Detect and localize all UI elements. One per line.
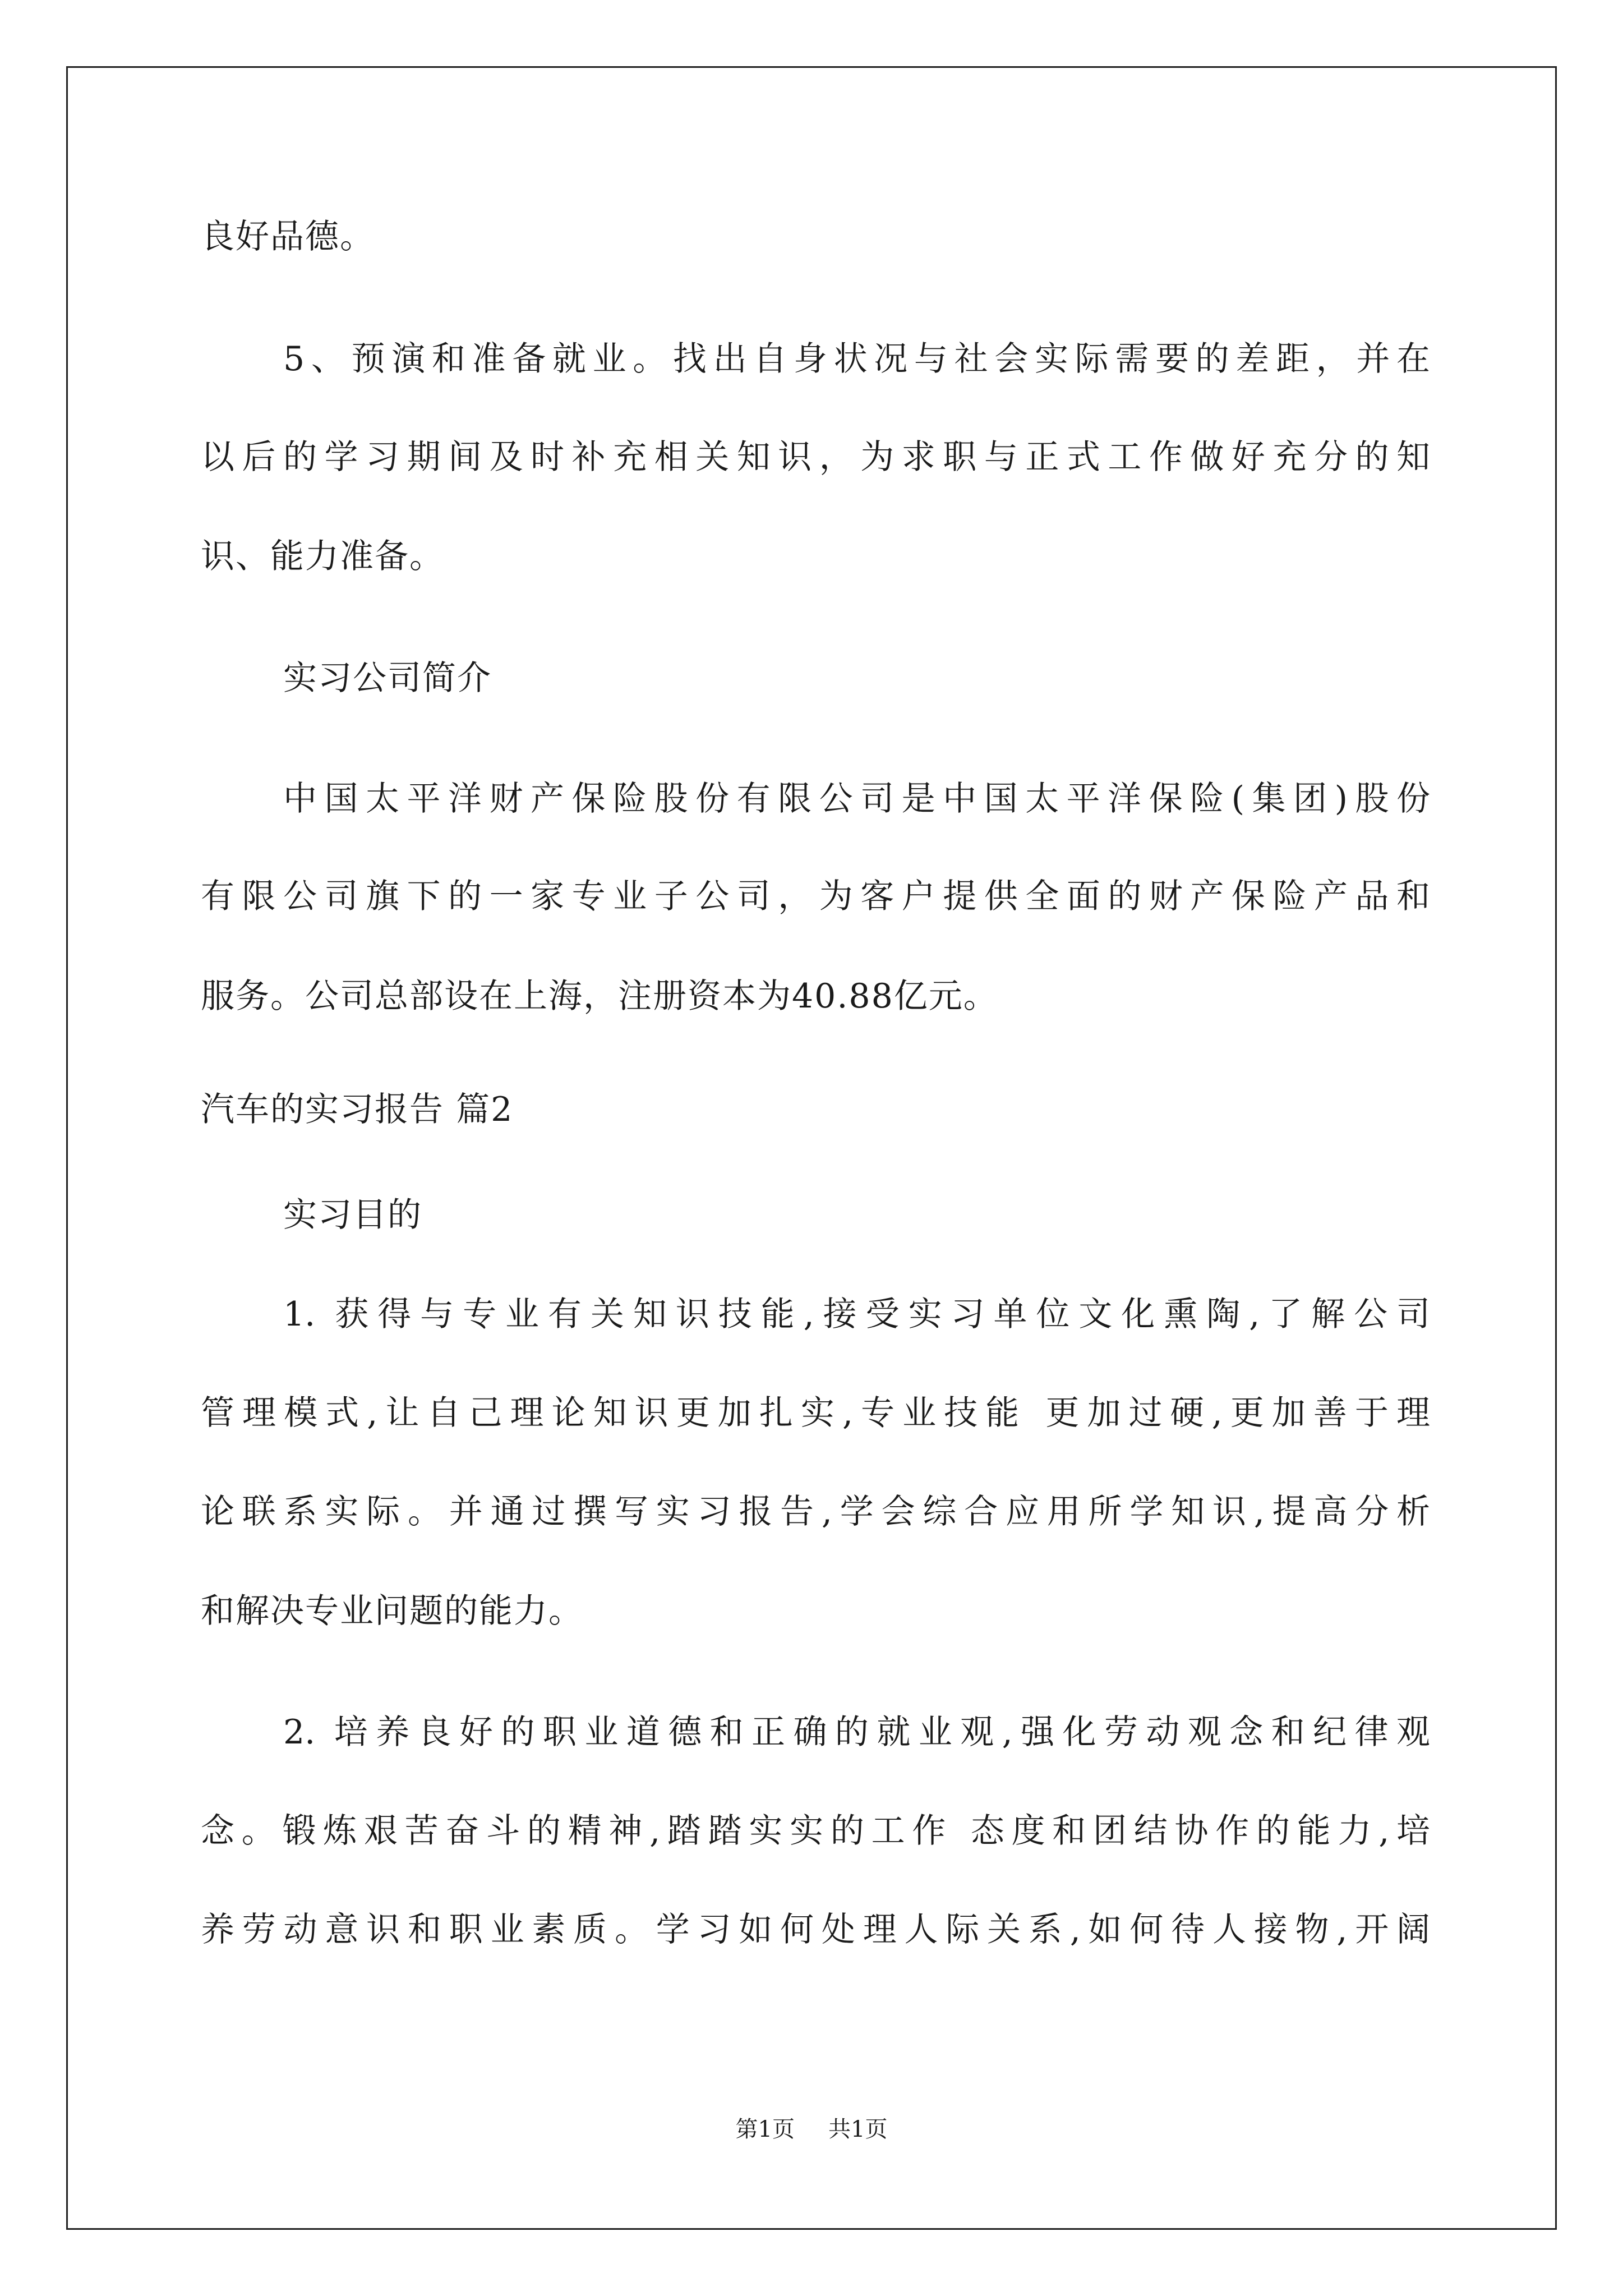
section-heading: 实习公司简介: [283, 659, 492, 698]
report-title: 汽车的实习报告 篇2: [201, 1090, 514, 1129]
text-line: 论联系实际。并通过撰写实习报告,学会综合应用所学知识,提高分析: [201, 1492, 1430, 1531]
text-line: 念。锻炼艰苦奋斗的精神,踏踏实实的工作 态度和团结协作的能力,培: [201, 1811, 1430, 1851]
text-line: 5、预演和准备就业。找出自身状况与社会实际需要的差距，并在: [283, 339, 1430, 379]
section-heading: 实习目的: [283, 1195, 422, 1235]
text-line: 以后的学习期间及时补充相关知识，为求职与正式工作做好充分的知: [201, 438, 1430, 477]
text-line: 服务。公司总部设在上海，注册资本为40.88亿元。: [201, 977, 998, 1016]
text-line: 管理模式,让自己理论知识更加扎实,专业技能 更加过硬,更加善于理: [201, 1393, 1430, 1433]
text-line: 养劳动意识和职业素质。学习如何处理人际关系,如何待人接物,开阔: [201, 1910, 1430, 1949]
text-line: 识、能力准备。: [201, 537, 444, 576]
page-border: [66, 66, 1557, 2230]
text-line: 中国太平洋财产保险股份有限公司是中国太平洋保险(集团)股份: [283, 779, 1430, 818]
text-line: 2. 培养良好的职业道德和正确的就业观,强化劳动观念和纪律观: [283, 1713, 1430, 1752]
text-line: 良好品德。: [201, 217, 375, 256]
page-footer: [0, 2116, 1623, 2143]
text-line: 1. 获得与专业有关知识技能,接受实习单位文化熏陶,了解公司: [283, 1295, 1430, 1334]
text-line: 和解决专业问题的能力。: [201, 1591, 583, 1631]
page-total: 共1页: [828, 2116, 888, 2142]
text-line: 有限公司旗下的一家专业子公司，为客户提供全面的财产保险产品和: [201, 877, 1430, 916]
page-number: 第1页: [735, 2116, 795, 2142]
